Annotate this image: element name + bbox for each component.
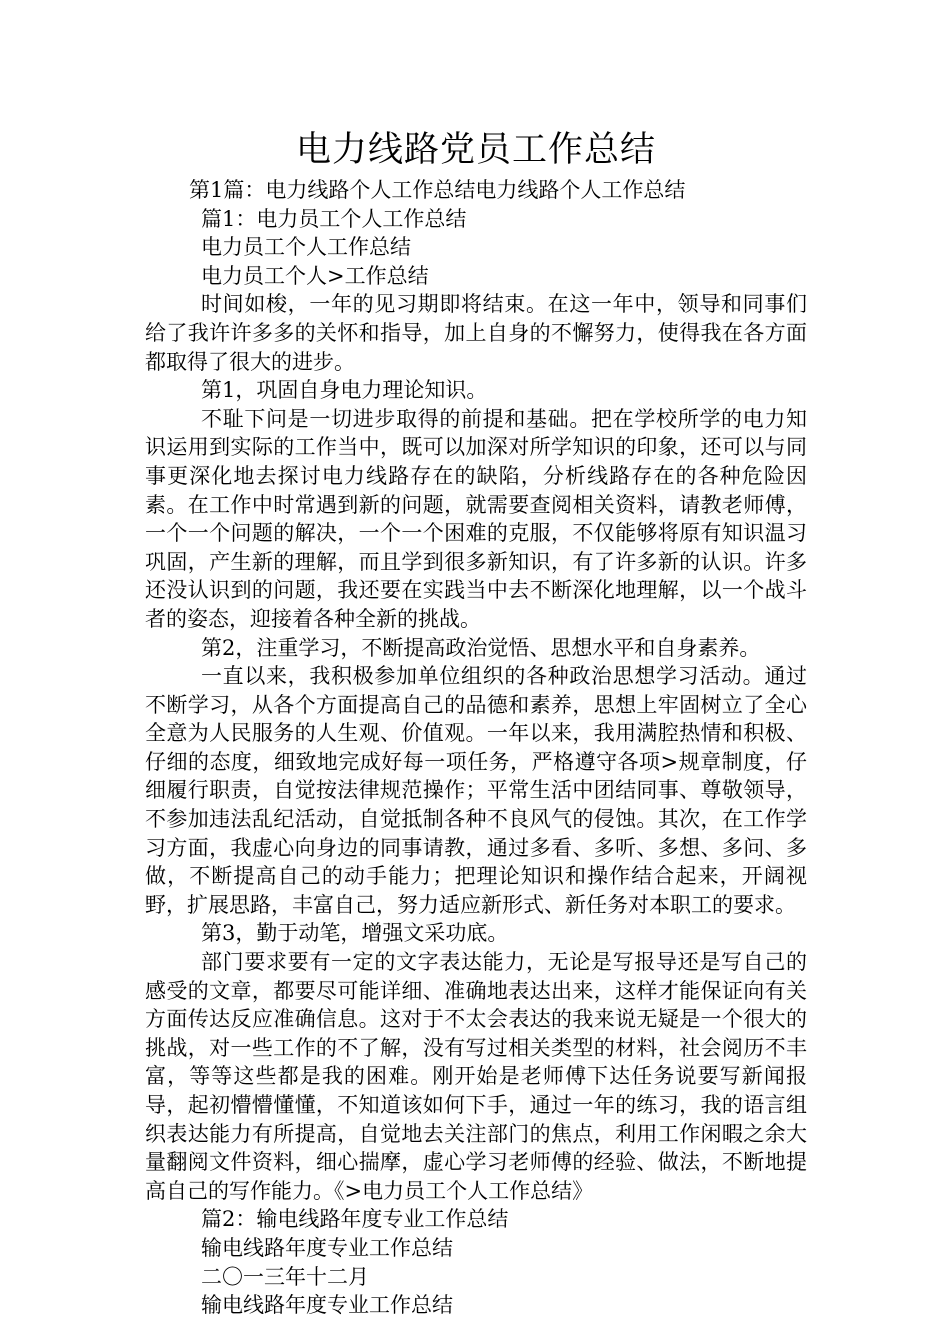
body-line: 电力员工个人>工作总结 <box>201 263 429 288</box>
document-title: 电力线路党员工作总结 <box>295 130 656 170</box>
document-body <box>145 176 807 1320</box>
body-line: 输电线路年度专业工作总结 <box>201 1293 453 1318</box>
body-line: 第2，注重学习，不断提高政治觉悟、思想水平和自身素养。 <box>201 635 761 660</box>
body-line: 篇2：输电线路年度专业工作总结 <box>201 1207 509 1232</box>
body-line: 第1，巩固自身电力理论知识。 <box>201 378 488 403</box>
body-line: 输电线路年度专业工作总结 <box>201 1235 453 1260</box>
body-line: 篇1：电力员工个人工作总结 <box>201 206 467 231</box>
body-paragraph: 部门要求要有一定的文字表达能力，无论是写报导还是写自己的感受的文章，都要尽可能详细、准确地表达出来，这样才能保证向有关方面传达反应准确信息。这对于不太会表达的我来说无疑是一个很大的挑战，对一些工作的不了解，没有写过相关类型的材料，社会阅历不丰富，等等这些都是我的困难。刚开始是老师傅下达任务说要写新闻报导，起初懵懵懂懂，不知道该如何下手，通过一年的练习，我的语言组织表达能力有所提高，自觉地去关注部门的焦点，利用工作闲暇之余大量翻阅文件资料，细心揣摩，虚心学习老师傅的经验、做法，不断地提高自己的写作能力。《>电力员工个人工作总结》 <box>145 950 807 1203</box>
document-page <box>145 128 807 1320</box>
body-line: 二〇一三年十二月 <box>201 1264 369 1289</box>
body-line: 第1篇：电力线路个人工作总结电力线路个人工作总结 <box>189 178 686 202</box>
body-line: 电力员工个人工作总结 <box>201 235 411 260</box>
body-line: 第3，勤于动笔，增强文采功底。 <box>201 921 509 946</box>
body-paragraph: 时间如梭，一年的见习期即将结束。在这一年中，领导和同事们给了我许许多多的关怀和指导，加上自身的不懈努力，使得我在各方面都取得了很大的进步。 <box>145 292 807 374</box>
body-paragraph: 一直以来，我积极参加单位组织的各种政治思想学习活动。通过不断学习，从各个方面提高自己的品德和素养，思想上牢固树立了全心全意为人民服务的人生观、价值观。一年以来，我用满腔热情和积极、仔细的态度，细致地完成好每一项任务，严格遵守各项>规章制度，仔细履行职责，自觉按法律规范操作；平常生活中团结同事、尊敬领导，不参加违法乱纪活动，自觉抵制各种不良风气的侵蚀。其次，在工作学习方面，我虚心向身边的同事请教，通过多看、多听、多想、多问、多做，不断提高自己的动手能力；把理论知识和操作结合起来，开阔视野，扩展思路，丰富自己，努力适应新形式、新任务对本职工的要求。 <box>145 664 807 917</box>
body-paragraph: 不耻下问是一切进步取得的前提和基础。把在学校所学的电力知识运用到实际的工作当中，既可以加深对所学知识的印象，还可以与同事更深化地去探讨电力线路存在的缺陷，分析线路存在的各种危险因素。在工作中时常遇到新的问题，就需要查阅相关资料，请教老师傅，一个一个问题的解决，一个一个困难的克服，不仅能够将原有知识温习巩固，产生新的理解，而且学到很多新知识，有了许多新的认识。许多还没认识到的问题，我还要在实践当中去不断深化地理解，以一个战斗者的姿态，迎接着各种全新的挑战。 <box>145 406 807 631</box>
